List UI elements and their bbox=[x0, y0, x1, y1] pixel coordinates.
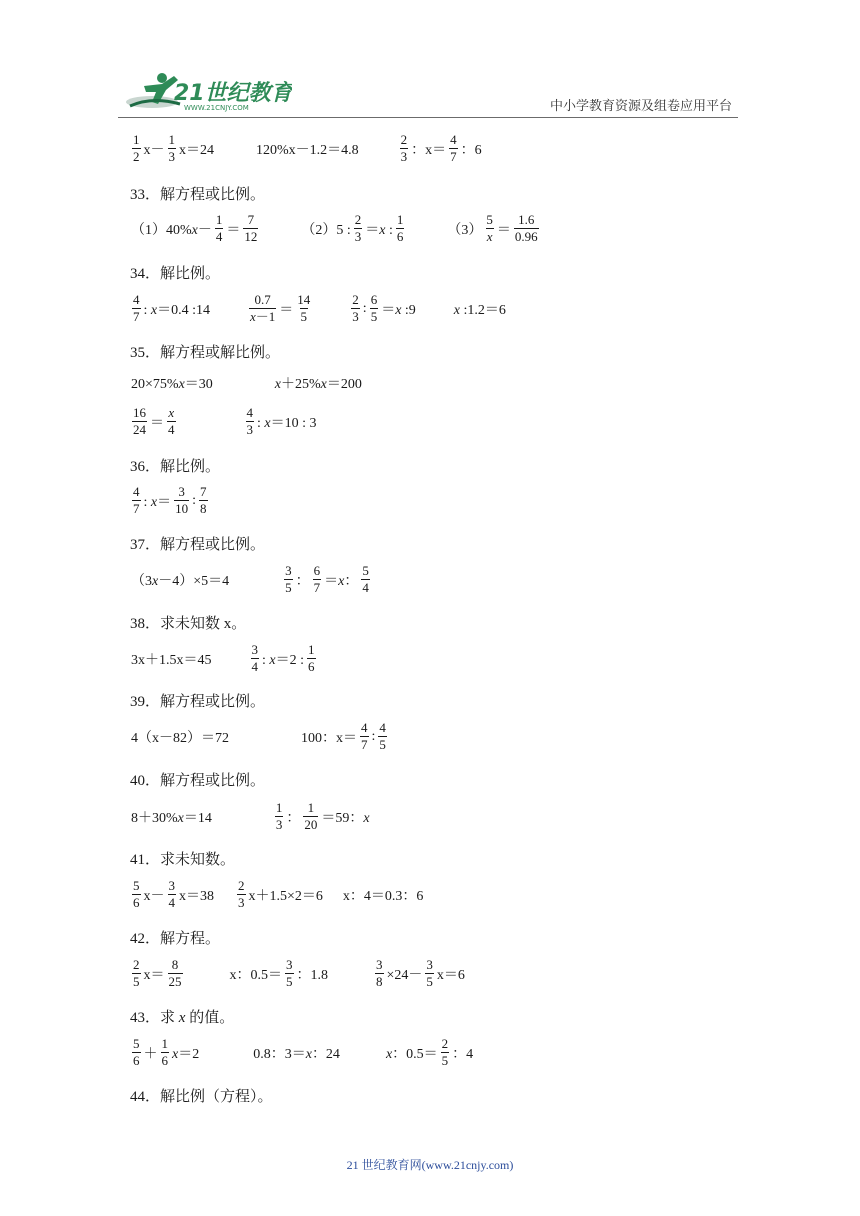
question-title: 34．解比例。 bbox=[130, 266, 221, 282]
question-title: 42．解方程。 bbox=[130, 931, 221, 947]
equation-row: $\frac{2}{5}$ x＝ $\frac{8}{25}$ x：0.5＝ $\frac{3}{5}$ ：1.8 $\frac{3}{8}$ ×24－ $\frac{3}{5}$ x＝6 bbox=[133, 957, 465, 989]
question-title: 38．求未知数 x。 bbox=[130, 616, 247, 632]
header-divider bbox=[118, 117, 738, 118]
question-title: 39．解方程或比例。 bbox=[130, 694, 266, 710]
question-title: 36．解比例。 bbox=[130, 459, 221, 475]
question-title: 35．解方程或解比例。 bbox=[130, 345, 281, 361]
svg-text:21世纪教育: 21世纪教育 bbox=[174, 81, 292, 106]
equation-row: $\frac{16}{24}$ ＝ $\frac{x}{4}$ $\frac{4}{3}$ : x＝10 : 3 bbox=[133, 405, 317, 437]
fraction: $\frac{1}{2}$ bbox=[133, 132, 140, 164]
site-logo bbox=[122, 70, 292, 114]
equation-row: 8＋30%x＝14 $\frac{1}{3}$ ： $\frac{1}{20}$ ＝59：x bbox=[131, 800, 370, 832]
equation-row: $\frac{5}{6}$ ＋ $\frac{1}{6}$ x＝2 0.8：3＝x：24 x：0.5＝ $\frac{2}{5}$ ：4 bbox=[133, 1036, 474, 1068]
fraction: $\frac{1}{3}$ bbox=[168, 132, 175, 164]
question-title: 40．解方程或比例。 bbox=[130, 773, 266, 789]
equation-row: $\frac{5}{6}$ x－ $\frac{3}{4}$ x＝38 $\frac{2}{3}$ x＋1.5×2＝6 x：4＝0.3：6 bbox=[133, 878, 424, 910]
question-title: 44．解比例（方程）。 bbox=[130, 1089, 273, 1105]
equation-row: $\frac{4}{7}$ : x＝ $\frac{3}{10}$ : $\frac{7}{8}$ bbox=[133, 484, 207, 516]
question-title: 37．解方程或比例。 bbox=[130, 537, 266, 553]
platform-name: 中小学教育资源及组卷应用平台 bbox=[550, 98, 733, 113]
footer-link[interactable]: 21 世纪教育网(www.21cnjy.com) bbox=[346, 1158, 514, 1172]
equation-row: 3x＋1.5x＝45 $\frac{3}{4}$ : x＝2 : $\frac{1}{6}$ bbox=[131, 642, 315, 674]
fraction: $\frac{2}{3}$ bbox=[400, 132, 408, 164]
question-title: 41．求未知数。 bbox=[130, 852, 236, 868]
question-title: 33．解方程或比例。 bbox=[130, 187, 266, 203]
runner-logo-icon bbox=[122, 70, 292, 114]
equation-row: $\frac{4}{7}$ : x＝0.4 :14 $\frac{0.7}{x-1}$ ＝ $\frac{14}{5}$ $\frac{2}{3}$ : $\frac{6}{5}$ ＝x :9 x :1.2＝6 bbox=[133, 292, 506, 324]
equation-row: $\frac{1}{2}$ x－ $\frac{1}{3}$ x＝24 120%x－1.2＝4.8 $\frac{2}{3}$ ：x＝ $\frac{4}{7}$ ：6 bbox=[133, 132, 482, 164]
equation-row: 20×75%x＝30 x＋25%x＝200 bbox=[131, 377, 362, 392]
question-title: 43．求 x 的值。 bbox=[130, 1010, 235, 1026]
equation-row: 4（x－82）＝72 100：x＝ $\frac{4}{7}$ : $\frac{4}{5}$ bbox=[131, 720, 386, 752]
equation-row: （3x－4）×5＝4 $\frac{3}{5}$ ： $\frac{6}{7}$ ＝x： $\frac{5}{4}$ bbox=[131, 563, 369, 595]
equation-row: （1）40%x－ $\frac{1}{4}$ ＝ $\frac{7}{12}$ （2）5 : $\frac{2}{3}$ ＝x : $\frac{1}{6}$ （3） $\frac{5}{x}$ ＝ $\frac{1.6}{0.96}$ bbox=[131, 212, 538, 244]
svg-text:WWW.21CNJY.COM: WWW.21CNJY.COM bbox=[184, 104, 249, 112]
fraction: $\frac{4}{7}$ bbox=[450, 132, 457, 164]
